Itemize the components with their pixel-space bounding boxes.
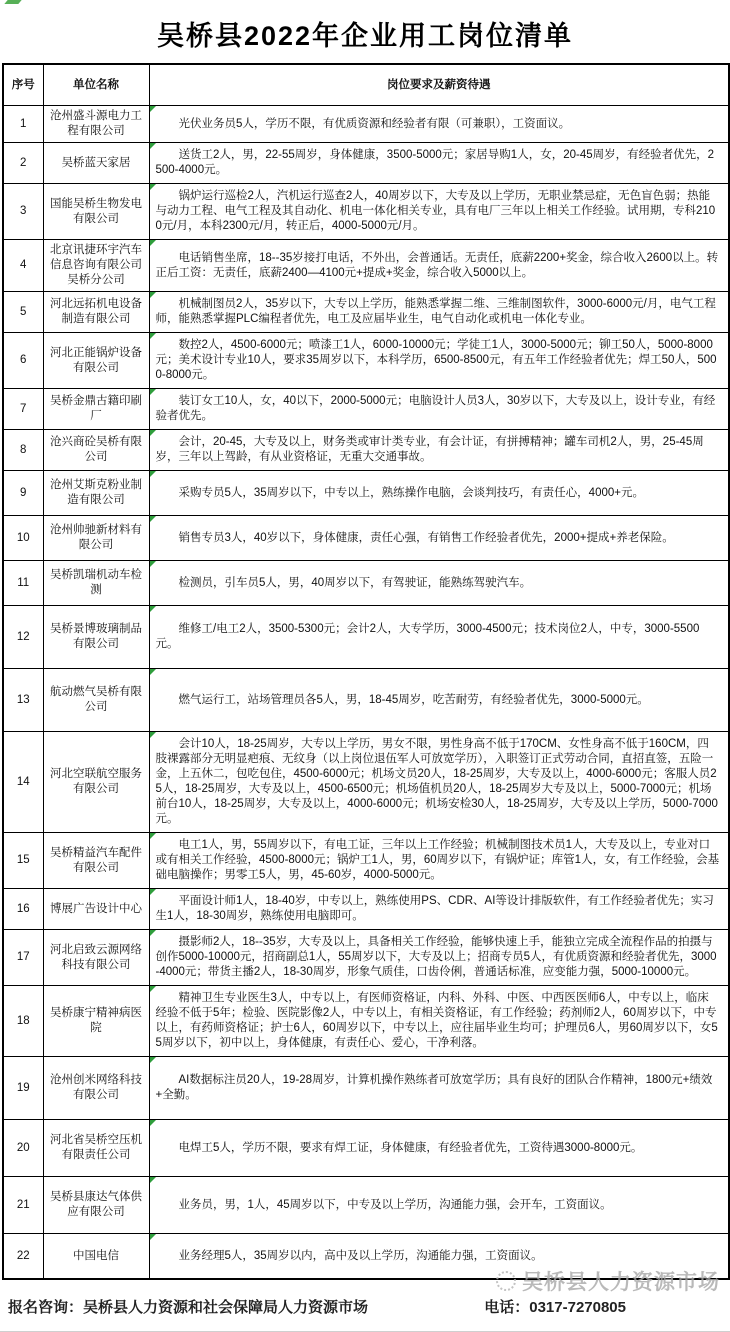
table-row bbox=[3, 143, 729, 184]
job-details-text: 检测员，引车员5人，男，40周岁以下，有驾驶证，能熟练驾驶汽车。 bbox=[178, 576, 532, 589]
job-details-text: 锅炉运行巡检2人，汽机运行巡查2人，40周岁以下，大专及以上学历，无职业禁忌症，无色盲色弱；热能与动力工程、电气工程及其自动化、机电一体化相关专业，具有电厂三年以上相关工作经验。试用期，专科2100元/月，本科2300元/月，转正后，4000-5000元/月。 bbox=[155, 190, 716, 232]
row-job-details bbox=[149, 561, 729, 606]
row-company-name: 河北远拓机电设备制造有限公司 bbox=[43, 292, 149, 333]
table-row bbox=[3, 1057, 729, 1120]
row-job-details bbox=[149, 930, 729, 986]
job-details-text: 送货工2人，男，22-55周岁，身体健康，3500-5000元；家居导购1人，女，20-45周岁，有经验者优先，2500-4000元。 bbox=[155, 149, 715, 176]
row-company-name: 河北省吴桥空压机有限责任公司 bbox=[43, 1120, 149, 1177]
watermark-text: 吴桥县人力资源市场 bbox=[522, 1271, 720, 1294]
table-row bbox=[3, 986, 729, 1057]
job-details-text: 精神卫生专业医生3人，中专以上，有医师资格证，内科、外科、中医、中西医医师6人，中专以上，临床经验不低于5年；检验、医院影像2人，中专以上，有相关资格证，有工作经验；药剂师2人，60周岁以下，中专以上，有药师资格证；护士6人，60周岁以下，中专以上，应往届毕业生均可；护理员6人，男60周岁以下，女55周岁以下，初中以上，身体健康，有责任心、爱心，干净利落。 bbox=[155, 992, 718, 1049]
row-serial-number: 2 bbox=[3, 143, 43, 184]
row-job-details bbox=[149, 106, 729, 143]
row-job-details bbox=[149, 1234, 729, 1280]
table-row bbox=[3, 333, 729, 389]
row-serial-number: 20 bbox=[3, 1120, 43, 1177]
cell-corner-marker-icon bbox=[150, 561, 156, 567]
row-serial-number: 5 bbox=[3, 292, 43, 333]
row-serial-number: 13 bbox=[3, 669, 43, 732]
cell-corner-marker-icon bbox=[150, 1177, 156, 1183]
job-details-text: 维修工/电工2人，3500-5300元；会计2人，大专学历，3000-4500元；技术岗位2人，中专，3000-5500元。 bbox=[155, 623, 700, 650]
job-details-text: 销售专员3人，40岁以下，身体健康，责任心强，有销售工作经验者优先，2000+提成+养老保险。 bbox=[178, 531, 674, 544]
cell-corner-marker-icon bbox=[150, 732, 156, 738]
row-company-name: 中国电信 bbox=[43, 1234, 149, 1280]
job-details-text: 平面设计师1人，18-40岁，中专以上，熟练使用PS、CDR、AI等设计排版软件，有工作经验者优先；实习生1人，18-30周岁，熟练使用电脑即可。 bbox=[155, 895, 714, 922]
table-row bbox=[3, 430, 729, 471]
table-row bbox=[3, 1120, 729, 1177]
cell-corner-marker-icon bbox=[150, 1057, 156, 1063]
row-serial-number: 18 bbox=[3, 986, 43, 1057]
cell-corner-marker-icon bbox=[150, 184, 156, 190]
row-serial-number: 9 bbox=[3, 471, 43, 516]
row-serial-number: 8 bbox=[3, 430, 43, 471]
row-job-details bbox=[149, 732, 729, 833]
row-job-details bbox=[149, 833, 729, 889]
cell-corner-marker-icon bbox=[150, 986, 156, 992]
job-details-text: 业务经理5人，35周岁以内，高中及以上学历，沟通能力强，工资面议。 bbox=[178, 1249, 543, 1262]
row-company-name: 航动燃气吴桥有限公司 bbox=[43, 669, 149, 732]
table-row bbox=[3, 389, 729, 430]
row-job-details bbox=[149, 1177, 729, 1234]
row-serial-number: 3 bbox=[3, 184, 43, 240]
job-details-text: 装订女工10人，女，40以下，2000-5000元；电脑设计人员3人，30岁以下，大专及以上，设计专业，有经验者优先。 bbox=[155, 395, 716, 422]
job-details-text: 电焊工5人，学历不限，要求有焊工证，身体健康，有经验者优先，工资待遇3000-8000元。 bbox=[178, 1141, 643, 1154]
job-details-text: AI数据标注员20人，19-28周岁，计算机操作熟练者可放宽学历；具有良好的团队合作精神，1800元+绩效+全勤。 bbox=[155, 1074, 713, 1101]
row-company-name: 河北空联航空服务有限公司 bbox=[43, 732, 149, 833]
job-details-text: 会计10人，18-25周岁，大专以上学历，男女不限，男性身高不低于170CM、女性身高不低于160CM，四肢裸露部分无明显疤痕、无纹身（以上岗位退伍军人可放宽学历），入职签订正式劳动合同，直招直签，五险一金，上五休二，包吃包住，4500-6000元；机场文员20人，18-25周岁，大专及以上，4000-6000元；客服人员25人，18-25周岁，大专及以上，4500-6500元；机场值机员20人，18-25周岁大专及以上，5000-7000元；机场前台10人，18-25周岁，大专及以上，4000-6000元；机场安检30人，18-25周岁，大专及以上学历，5000-7000元。 bbox=[155, 738, 718, 825]
table-row bbox=[3, 1177, 729, 1234]
table-header-row bbox=[3, 64, 729, 106]
row-company-name: 吴桥金鼎古籍印刷厂 bbox=[43, 389, 149, 430]
row-company-name: 沧兴商砼吴桥有限公司 bbox=[43, 430, 149, 471]
table-row bbox=[3, 669, 729, 732]
row-serial-number: 14 bbox=[3, 732, 43, 833]
row-serial-number: 6 bbox=[3, 333, 43, 389]
job-details-text: 机械制图员2人，35岁以下，大专以上学历，能熟悉掌握二维、三维制图软件，3000-6000元/月，电气工程师，能熟悉掌握PLC编程者优先，电工及应届毕业生，电气自动化或机电一体化专业。 bbox=[155, 298, 716, 325]
job-details-text: 业务员，男，1人，45周岁以下，中专及以上学历，沟通能力强，会开车，工资面议。 bbox=[178, 1198, 612, 1211]
cell-corner-marker-icon bbox=[150, 106, 156, 112]
row-serial-number: 15 bbox=[3, 833, 43, 889]
cell-corner-marker-icon bbox=[150, 833, 156, 839]
row-serial-number: 11 bbox=[3, 561, 43, 606]
job-details-text: 会计，20-45，大专及以上，财务类或审计类专业，有会计证，有拼搏精神；罐车司机2人，男，25-45周岁，三年以上驾龄，有从业资格证，无重大交通事故。 bbox=[155, 436, 704, 463]
table-row bbox=[3, 184, 729, 240]
table-row bbox=[3, 732, 729, 833]
row-job-details bbox=[149, 389, 729, 430]
footer bbox=[0, 1271, 730, 1317]
row-serial-number: 7 bbox=[3, 389, 43, 430]
row-company-name: 北京讯捷环宇汽车信息咨询有限公司吴桥分公司 bbox=[43, 240, 149, 292]
row-job-details bbox=[149, 430, 729, 471]
row-job-details bbox=[149, 240, 729, 292]
row-serial-number: 19 bbox=[3, 1057, 43, 1120]
header-job-requirements: 岗位要求及薪资待遇 bbox=[149, 64, 729, 106]
job-positions-table bbox=[2, 63, 730, 1280]
job-details-text: 电话销售坐席，18--35岁接打电话，不外出，会普通话。无责任，底薪2200+奖金，综合收入2600以上。转正后工资：无责任，底薪2400—4100元+提成+奖金，综合收入5000以上。 bbox=[155, 251, 719, 279]
cell-corner-marker-icon bbox=[150, 1120, 156, 1126]
cell-corner-marker-icon bbox=[150, 471, 156, 477]
row-serial-number: 16 bbox=[3, 889, 43, 930]
table-row bbox=[3, 833, 729, 889]
cell-corner-marker-icon bbox=[150, 606, 156, 612]
cell-corner-marker-icon bbox=[150, 430, 156, 436]
row-company-name: 吴桥凯瑞机动车检测 bbox=[43, 561, 149, 606]
cell-corner-marker-icon bbox=[150, 516, 156, 522]
cell-corner-marker-icon bbox=[150, 240, 156, 246]
row-company-name: 沧州帅驰新材料有限公司 bbox=[43, 516, 149, 561]
table-row bbox=[3, 516, 729, 561]
row-serial-number: 10 bbox=[3, 516, 43, 561]
row-job-details bbox=[149, 184, 729, 240]
row-job-details bbox=[149, 889, 729, 930]
row-company-name: 沧州盛斗源电力工程有限公司 bbox=[43, 106, 149, 143]
job-details-text: 燃气运行工，站场管理员各5人，男，18-45周岁，吃苦耐劳，有经验者优先，3000-5000元。 bbox=[178, 693, 649, 706]
cell-corner-marker-icon bbox=[150, 389, 156, 395]
table-row bbox=[3, 930, 729, 986]
table-row bbox=[3, 471, 729, 516]
table-row bbox=[3, 240, 729, 292]
cell-corner-marker-icon bbox=[150, 930, 156, 936]
row-job-details bbox=[149, 333, 729, 389]
header-company-name: 单位名称 bbox=[43, 64, 149, 106]
cell-corner-marker-icon bbox=[150, 1234, 156, 1240]
row-job-details bbox=[149, 1120, 729, 1177]
footer-contact-text: 报名咨询：吴桥县人力资源和社会保障局人力资源市场 bbox=[8, 1299, 369, 1316]
row-serial-number: 12 bbox=[3, 606, 43, 669]
row-company-name: 河北正能锅炉设备有限公司 bbox=[43, 333, 149, 389]
cell-corner-marker-icon bbox=[150, 143, 156, 149]
table-row bbox=[3, 292, 729, 333]
row-serial-number: 17 bbox=[3, 930, 43, 986]
row-company-name: 河北启致云源网络科技有限公司 bbox=[43, 930, 149, 986]
row-job-details bbox=[149, 516, 729, 561]
cell-corner-marker-icon bbox=[150, 669, 156, 675]
row-company-name: 吴桥康宁精神病医院 bbox=[43, 986, 149, 1057]
row-company-name: 沧州艾斯克粉业制造有限公司 bbox=[43, 471, 149, 516]
job-details-text: 数控2人，4500-6000元；喷漆工1人，6000-10000元；学徒工1人，3000-5000元；铆工50人，5000-8000元；美术设计专业10人，要求35周岁以下，本科学历，6500-8500元，有五年工作经验者优先；焊工50人，5000-8000元。 bbox=[155, 339, 717, 381]
table-row bbox=[3, 606, 729, 669]
row-company-name: 吴桥县康达气体供应有限公司 bbox=[43, 1177, 149, 1234]
job-details-text: 电工1人，男，55周岁以下，有电工证，三年以上工作经验；机械制图技术员1人，大专及以上，专业对口或有相关工作经验，4500-8000元；锅炉工1人，男，60周岁以下，有锅炉证；库管1人，女，有工作经验，会基础电脑操作；男零工5人，男，45-60岁，4000-5000元。 bbox=[155, 839, 720, 881]
page-title: 吴桥县2022年企业用工岗位清单 bbox=[156, 21, 574, 51]
row-company-name: 吴桥蓝天家居 bbox=[43, 143, 149, 184]
row-company-name: 吴桥景博玻璃制品有限公司 bbox=[43, 606, 149, 669]
table-row bbox=[3, 889, 729, 930]
row-company-name: 博展广告设计中心 bbox=[43, 889, 149, 930]
row-job-details bbox=[149, 986, 729, 1057]
row-company-name: 沧州创米网络科技有限公司 bbox=[43, 1057, 149, 1120]
job-details-text: 采购专员5人，35周岁以下，中专以上，熟练操作电脑，会谈判技巧，有责任心，4000+元。 bbox=[178, 486, 644, 499]
table-row bbox=[3, 561, 729, 606]
footer-phone-text: 电话：0317-7270805 bbox=[484, 1299, 626, 1316]
row-job-details bbox=[149, 143, 729, 184]
table-row bbox=[3, 1234, 729, 1280]
row-company-name: 吴桥精益汽车配件有限公司 bbox=[43, 833, 149, 889]
row-job-details bbox=[149, 1057, 729, 1120]
row-company-name: 国能吴桥生物发电有限公司 bbox=[43, 184, 149, 240]
row-job-details bbox=[149, 606, 729, 669]
row-serial-number: 4 bbox=[3, 240, 43, 292]
job-details-text: 摄影师2人，18--35岁，大专及以上，具备相关工作经验，能够快速上手，能独立完成全流程作品的拍摄与创作5000-10000元，招商副总1人，55周岁以下，大专及以上；招商专员5人，有优质资源和经验者优先，3000-4000元；带货主播2人，18-30周岁，形象气质佳，口齿伶俐，普通话标准，应变能力强，5000-10000元。 bbox=[155, 936, 717, 978]
header-serial-number: 序号 bbox=[3, 64, 43, 106]
row-job-details bbox=[149, 471, 729, 516]
row-serial-number: 22 bbox=[3, 1234, 43, 1280]
cell-corner-marker-icon bbox=[150, 333, 156, 339]
row-job-details bbox=[149, 292, 729, 333]
cell-corner-marker-icon bbox=[150, 292, 156, 298]
row-serial-number: 1 bbox=[3, 106, 43, 143]
cell-corner-marker-icon bbox=[150, 889, 156, 895]
table-row bbox=[3, 106, 729, 143]
job-details-text: 光伏业务员5人，学历不限，有优质资源和经验者有限（可兼职），工资面议。 bbox=[178, 117, 571, 130]
row-job-details bbox=[149, 669, 729, 732]
row-serial-number: 21 bbox=[3, 1177, 43, 1234]
